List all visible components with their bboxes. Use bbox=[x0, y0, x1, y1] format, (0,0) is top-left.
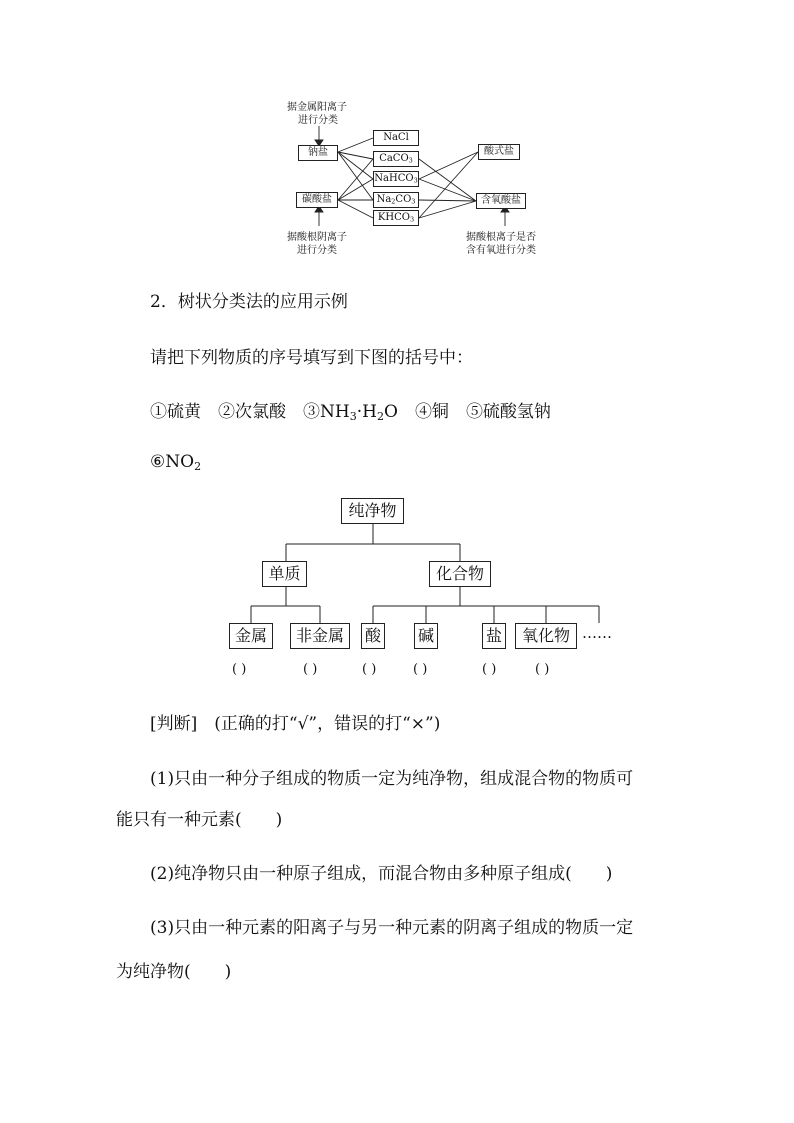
tree-ellipsis: …… bbox=[582, 624, 612, 642]
note-anion-line1: 据酸根阴离子 bbox=[287, 232, 347, 243]
substance-4: ④铜 bbox=[414, 402, 449, 422]
formula-caco3: CaCO bbox=[379, 153, 409, 164]
question-1-line1: (1)只由一种分子组成的物质一定为纯净物，组成混合物的物质可 bbox=[150, 769, 634, 789]
tree-salt: 盐 bbox=[482, 623, 506, 649]
formula-na2co3-b: CO bbox=[395, 194, 412, 205]
note-oxygen-line1: 据酸根离子是否 bbox=[466, 232, 536, 243]
substance-1: ①硫黄 bbox=[150, 402, 201, 422]
question-3-line1: (3)只由一种元素的阳离子与另一种元素的阴离子组成的物质一定 bbox=[150, 918, 634, 938]
tree-acid: 酸 bbox=[361, 623, 385, 649]
substance-5: ⑤硫酸氢钠 bbox=[465, 402, 551, 422]
substance-6-sub: 2 bbox=[194, 459, 202, 473]
note-cation-line1: 据金属阳离子 bbox=[287, 102, 347, 113]
box-carbonate: 碳酸盐 bbox=[296, 192, 338, 208]
box-oxysalt: 含氧酸盐 bbox=[476, 193, 526, 209]
box-sodium-salt: 钠盐 bbox=[298, 145, 338, 161]
tree-element: 单质 bbox=[262, 561, 307, 587]
formula-na2co3-sub2: 3 bbox=[411, 197, 416, 206]
formula-nahco3: NaHCO bbox=[374, 173, 414, 184]
substance-3: $③NH_3\cdot H_2O$ bbox=[303, 402, 398, 423]
tree-root: 纯净物 bbox=[341, 498, 404, 524]
formula-nahco3-sub: 3 bbox=[413, 176, 418, 185]
blank-3[interactable]: ( ) bbox=[362, 662, 377, 677]
instruction: 请把下列物质的序号填写到下图的括号中： bbox=[150, 348, 473, 368]
tree-oxide: 氧化物 bbox=[515, 623, 577, 649]
question-1-line2: 能只有一种元素( ) bbox=[116, 810, 283, 830]
tree-metal: 金属 bbox=[229, 623, 273, 649]
blank-2[interactable]: ( ) bbox=[303, 662, 318, 677]
formula-na2co3-a: Na bbox=[376, 194, 392, 205]
section-title: 2．树状分类法的应用示例 bbox=[150, 292, 348, 312]
formula-na2co3-sub1: 2 bbox=[391, 197, 396, 206]
blank-5[interactable]: ( ) bbox=[482, 662, 497, 677]
formula-caco3-sub: 3 bbox=[408, 156, 413, 165]
note-oxygen-line2: 含有氧进行分类 bbox=[466, 245, 536, 256]
tree-base: 碱 bbox=[414, 623, 438, 649]
substance-6: ⑥NO bbox=[150, 452, 195, 472]
tree-nonmetal: 非金属 bbox=[290, 623, 350, 649]
question-2-line1: (2)纯净物只由一种原子组成，而混合物由多种原子组成( ) bbox=[150, 864, 613, 884]
note-anion-line2: 进行分类 bbox=[297, 245, 337, 256]
judge-header: [判断] (正确的打“√”，错误的打“×”) bbox=[150, 714, 441, 734]
tree-compound: 化合物 bbox=[429, 561, 491, 587]
blank-6[interactable]: ( ) bbox=[535, 662, 550, 677]
formula-khco3: KHCO bbox=[377, 212, 410, 223]
blank-4[interactable]: ( ) bbox=[413, 662, 428, 677]
formula-nacl: NaCl bbox=[383, 132, 409, 143]
substance-2: ②次氯酸 bbox=[218, 402, 286, 422]
note-cation-line2: 进行分类 bbox=[298, 115, 338, 126]
formula-khco3-sub: 3 bbox=[409, 215, 415, 224]
blank-1[interactable]: ( ) bbox=[232, 662, 247, 677]
question-3-line2: 为纯净物( ) bbox=[116, 962, 232, 982]
box-acid-salt: 酸式盐 bbox=[478, 144, 520, 160]
